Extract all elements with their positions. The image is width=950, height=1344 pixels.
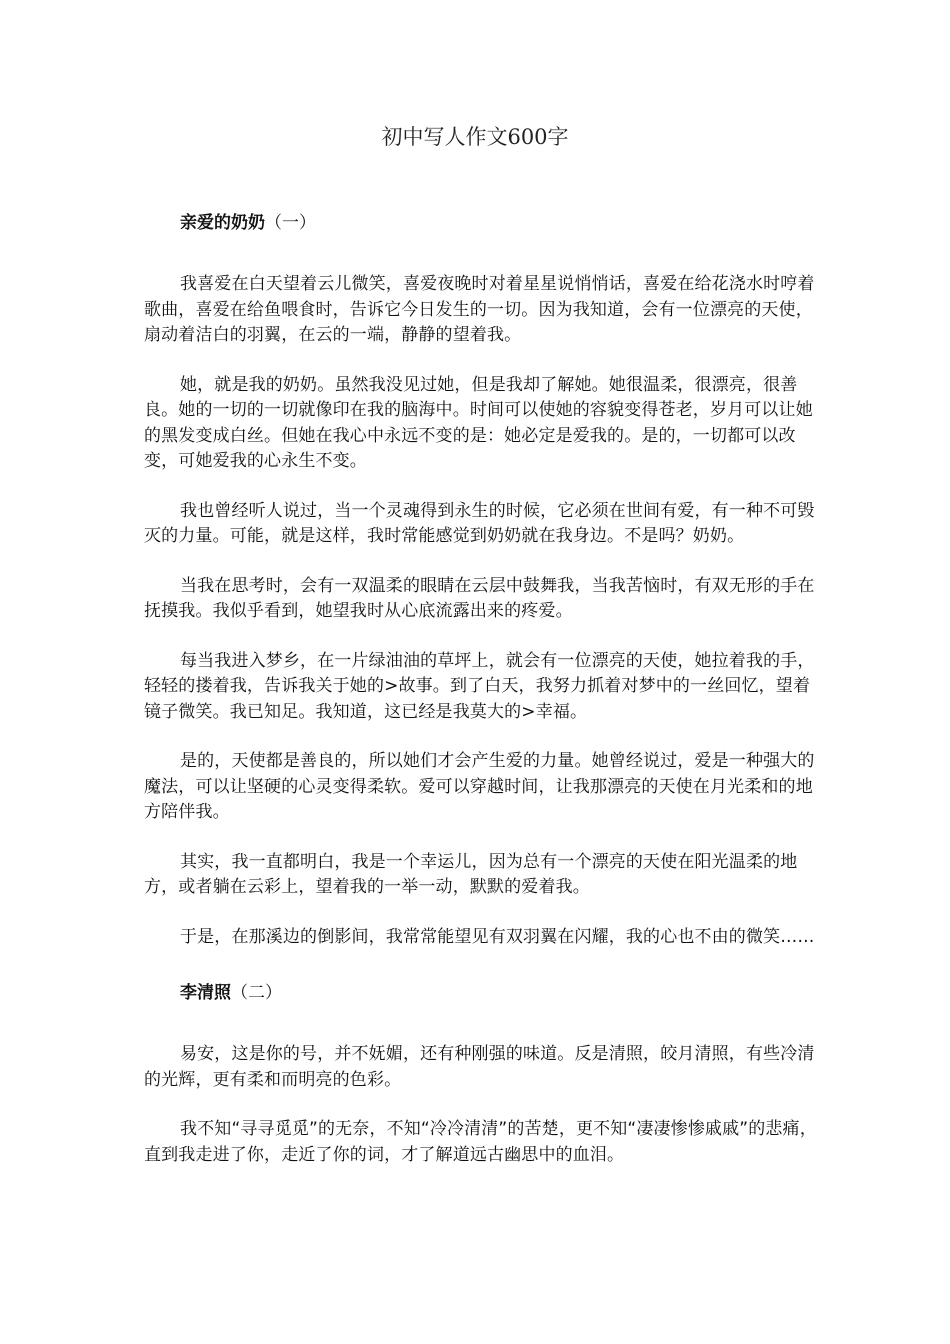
paragraph: 我也曾经听人说过，当一个灵魂得到永生的时候，它必须在世间有爱，有一种不可毁灭的力量。可能，就是这样，我时常能感觉到奶奶就在我身边。不是吗？奶奶。 [144,500,815,546]
paragraph: 我不知“寻寻觅觅”的无奈，不知“冷冷清清”的苦楚，更不知“凄凄惨惨戚戚”的悲痛，直到我走进了你，走近了你的词，才了解道远古幽思中的血泪。 [144,1119,817,1165]
paragraph: 当我在思考时，会有一双温柔的眼睛在云层中鼓舞我，当我苦恼时，有双无形的手在抚摸我。我似乎看到，她望我时从心底流露出来的疼爱。 [144,575,815,621]
paragraph: 易安，这是你的号，并不妩媚，还有种刚强的味道。反是清照，皎月清照，有些冷清的光辉，更有柔和而明亮的色彩。 [144,1044,815,1090]
section-heading [144,980,820,1006]
document-body [144,210,820,1168]
paragraph: 每当我进入梦乡，在一片绿油油的草坪上，就会有一位漂亮的天使，她拉着我的手，轻轻的搂着我，告诉我关于她的>故事。到了白天，我努力抓着对梦中的一丝回忆，望着镜子微笑。我已知足。我知道，这已经是我莫大的>幸福。 [144,650,815,722]
section-heading-text: 李清照 [180,983,231,1003]
section-number: （二） [231,983,282,1003]
section-heading-text: 亲爱的奶奶 [180,213,265,233]
paragraph: 是的，天使都是善良的，所以她们才会产生爱的力量。她曾经说过，爱是一种强大的魔法，可以让坚硬的心灵变得柔软。爱可以穿越时间，让我那漂亮的天使在月光柔和的地方陪伴我。 [144,751,815,822]
section-number: （一） [265,213,316,233]
paragraph: 其实，我一直都明白，我是一个幸运儿，因为总有一个漂亮的天使在阳光温柔的地方，或者躺在云彩上，望着我的一举一动，默默的爱着我。 [144,851,798,897]
paragraph: 于是，在那溪边的倒影间，我常常能望见有双羽翼在闪耀，我的心也不由的微笑…… [180,926,815,947]
section-heading [144,210,820,236]
paragraph: 她，就是我的奶奶。虽然我没见过她，但是我却了解她。她很温柔，很漂亮，很善良。她的一切的一切就像印在我的脑海中。时间可以使她的容貌变得苍老，岁月可以让她的黑发变成白丝。但她在我心中永远不变的是：她必定是爱我的。是的，一切都可以改变，可她爱我的心永生不变。 [144,374,813,471]
document-title: 初中写人作文600字 [381,125,569,149]
paragraph: 我喜爱在白天望着云儿微笑，喜爱夜晚时对着星星说悄悄话，喜爱在给花浇水时哼着歌曲，喜爱在给鱼喂食时，告诉它今日发生的一切。因为我知道，会有一位漂亮的天使，扇动着洁白的羽翼，在云的一端，静静的望着我。 [144,274,815,345]
